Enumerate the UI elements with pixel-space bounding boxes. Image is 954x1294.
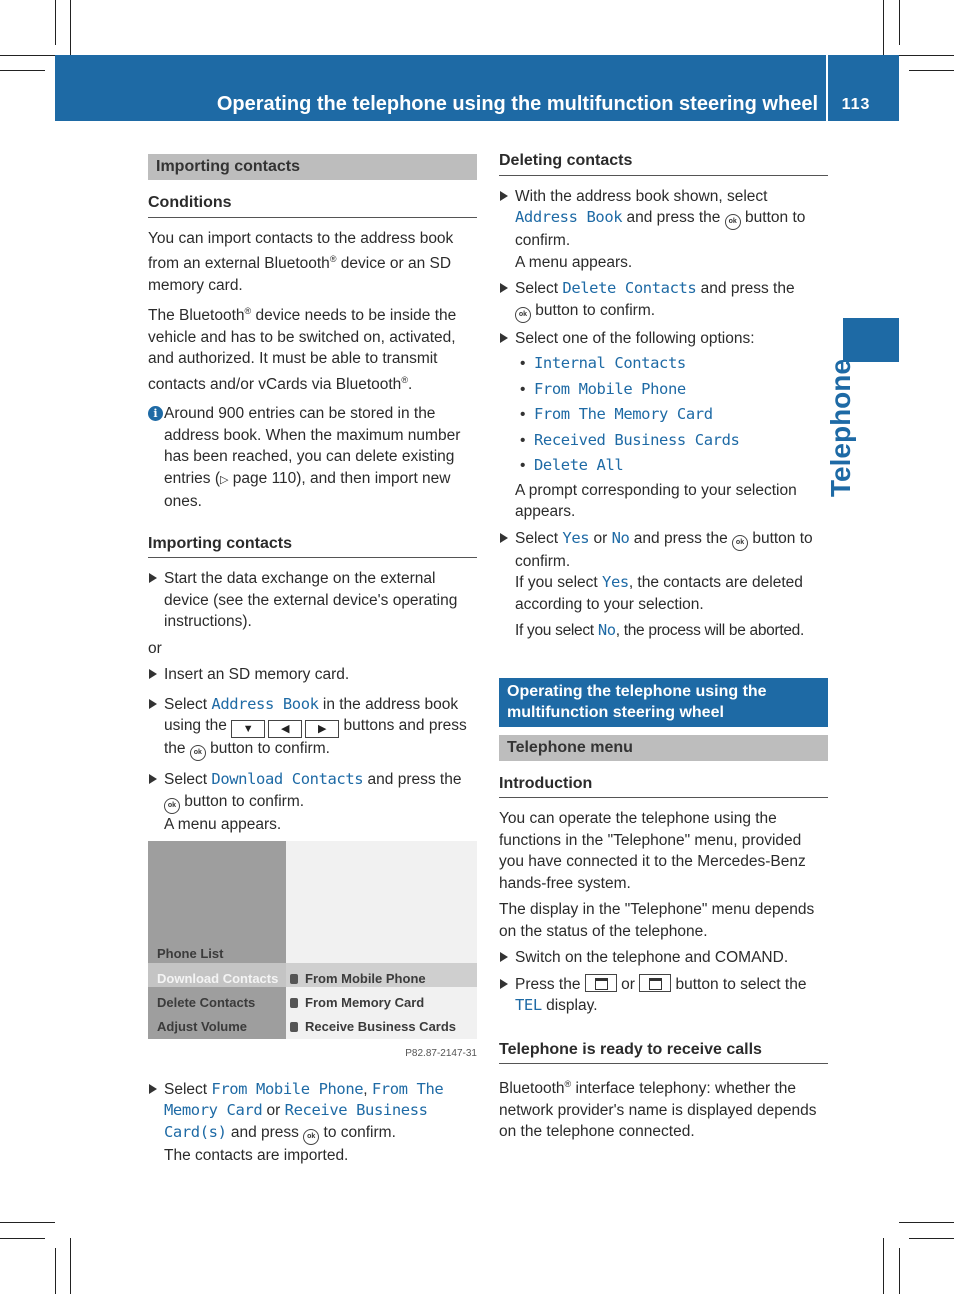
ok-button-icon: ok: [515, 307, 531, 323]
text: in the address book using the: [164, 695, 459, 735]
text: Switch on the telephone and COMAND.: [515, 949, 789, 966]
text: Select: [164, 1080, 212, 1098]
text: The contacts are imported.: [164, 1146, 349, 1164]
text-line: [515, 620, 828, 642]
text: and press: [226, 1123, 304, 1141]
left-button-icon: ◀: [268, 720, 302, 738]
step: [499, 328, 828, 523]
ui-term: Yes: [562, 528, 590, 547]
step-arrow-icon: [500, 283, 508, 293]
submenu-item: [290, 992, 424, 1014]
right-button-icon: ▶: [305, 720, 339, 738]
step: [499, 186, 828, 274]
text: or: [262, 1102, 285, 1120]
text: button to confirm.: [515, 209, 806, 249]
text: Press the: [515, 975, 585, 993]
step: [499, 278, 828, 323]
page-header-title: Operating the telephone using the multifunction steering wheel: [216, 93, 818, 115]
ui-term: Address Book: [211, 694, 319, 713]
ok-button-icon: ok: [725, 214, 741, 230]
step: [148, 1079, 477, 1167]
step: [148, 769, 477, 835]
info-icon: i: [148, 406, 163, 421]
ui-term: From The Memory Card: [164, 1079, 444, 1120]
ui-term: From Mobile Phone: [534, 379, 686, 398]
text: The Bluetooth: [148, 307, 245, 325]
option-item: [515, 430, 828, 452]
crop-mark: [0, 55, 55, 56]
ui-term: Received Business Cards: [534, 430, 740, 449]
text: Select one of the following options:: [515, 329, 755, 347]
text: and press the: [629, 529, 733, 547]
text: , the contacts are deleted according to your selection.: [515, 574, 803, 613]
text: device needs to be inside the vehicle and has to be switched on, activated, and authorized. It must be able to transmit contacts and/or vCards via Bluetooth: [148, 307, 457, 393]
step-arrow-icon: [500, 333, 508, 343]
ok-button-icon: ok: [732, 535, 748, 551]
ui-term: Receive Business Card(s): [164, 1101, 428, 1141]
ok-button-icon: ok: [164, 798, 180, 814]
text: Insert an SD memory card.: [164, 666, 350, 684]
crop-mark: [909, 1238, 954, 1239]
paragraph: [148, 228, 477, 297]
step-arrow-icon: [500, 533, 508, 543]
text: button to select the: [671, 975, 807, 993]
menu-item: Delete Contacts: [157, 995, 256, 1011]
step-arrow-icon: [149, 573, 157, 583]
ui-term: Address Book: [515, 208, 623, 226]
page-number: 113: [841, 96, 871, 113]
ui-term: From Mobile Phone: [211, 1079, 364, 1098]
paragraph: [499, 1074, 828, 1143]
left-column: [148, 154, 477, 1171]
text: button to confirm.: [205, 740, 330, 758]
step-arrow-icon: [149, 699, 157, 709]
text: From Mobile Phone: [305, 971, 426, 987]
ui-term: Internal Contacts: [534, 354, 686, 372]
text: device or an SD memory card.: [148, 255, 452, 294]
text: , the process will be aborted.: [615, 622, 805, 639]
paragraph: The display in the "Telephone" menu depends on the status of the telephone.: [499, 901, 815, 940]
registered-mark: ®: [329, 254, 337, 264]
business-card-icon: [290, 1022, 298, 1032]
option-item: [515, 455, 828, 477]
section-title-operating: Operating the telephone using the multifunction steering wheel: [499, 678, 828, 727]
step-arrow-icon: [500, 979, 508, 989]
text: interface telephony: whether the network provider's name is displayed depends on the telephone connected.: [499, 1080, 817, 1141]
heading-conditions: Conditions: [148, 192, 477, 218]
section-title-importing: Importing contacts: [148, 154, 477, 180]
figure-reference: P82.87-2147-31: [405, 1048, 477, 1060]
text: Around 900 entries can be stored in the address book. When the maximum number has been reached, you can delete existing entries (: [164, 405, 461, 487]
ui-term: Download Contacts: [211, 770, 364, 789]
side-tab-marker: [843, 318, 899, 362]
phone-end-button-icon: [639, 974, 671, 992]
phone-icon: [290, 974, 298, 984]
crop-mark: [55, 1248, 56, 1294]
crop-mark: [0, 1238, 45, 1239]
text: or: [616, 975, 640, 993]
ok-button-icon: ok: [190, 745, 206, 761]
text: Receive Business Cards: [305, 1019, 457, 1035]
right-column: [499, 150, 828, 1148]
option-item: [515, 353, 828, 375]
submenu-item: [290, 1016, 456, 1038]
step: [499, 528, 828, 642]
text: With the address book shown, select: [515, 187, 768, 205]
step-arrow-icon: [149, 669, 157, 679]
text: Select: [515, 280, 563, 297]
display-screenshot: [148, 841, 477, 1039]
page-ref-arrow-icon: ▷: [220, 473, 229, 486]
heading-introduction: Introduction: [499, 773, 828, 799]
text: A prompt corresponding to your selection appears.: [515, 481, 797, 520]
heading-ready-to-receive: Telephone is ready to receive calls: [499, 1039, 828, 1065]
menu-item: Adjust Volume: [157, 1019, 248, 1035]
text: page 110), and then import new ones.: [164, 469, 451, 511]
crop-mark: [0, 1222, 55, 1223]
crop-mark: [899, 1248, 900, 1294]
info-note: [148, 403, 477, 513]
text: buttons and press the: [164, 717, 467, 758]
crop-mark: [899, 1222, 954, 1223]
option-item: [515, 404, 828, 426]
or-text: or: [148, 639, 162, 657]
step: [148, 694, 477, 762]
ok-button-icon: ok: [303, 1129, 319, 1145]
step-arrow-icon: [149, 774, 157, 784]
crop-mark: [0, 70, 45, 71]
ui-term: No: [611, 528, 630, 547]
paragraph: You can operate the telephone using the functions in the "Telephone" menu, provided you have connected it to the Mercedes-Benz hands-free system.: [499, 810, 806, 892]
menu-item: Phone List: [157, 946, 224, 962]
text: A menu appears.: [164, 815, 282, 833]
text: Start the data exchange on the external device (see the external device's operating instructions).: [164, 570, 458, 631]
step-arrow-icon: [500, 191, 508, 201]
step-arrow-icon: [500, 952, 508, 962]
menu-item-selected: Download Contacts: [157, 971, 279, 987]
option-item: [515, 379, 828, 401]
text: and press the: [363, 771, 462, 789]
phone-accept-button-icon: [585, 974, 617, 992]
crop-mark: [55, 0, 56, 45]
submenu-item: [290, 968, 426, 990]
text: You can import contacts to the address book from an external Bluetooth: [148, 229, 454, 273]
subsection-title-telephone-menu: Telephone menu: [499, 735, 828, 761]
ui-term: From The Memory Card: [534, 405, 713, 423]
text: to confirm.: [319, 1123, 396, 1141]
text: Select: [164, 771, 212, 789]
text: button to confirm.: [180, 792, 305, 810]
step: [148, 568, 477, 633]
ui-term: Delete Contacts: [562, 279, 697, 297]
text: A menu appears.: [515, 253, 633, 271]
text: and press the: [622, 209, 725, 226]
text: If you select: [515, 574, 603, 591]
step: [499, 974, 828, 1017]
paragraph: [148, 301, 477, 395]
text: Select: [515, 529, 563, 547]
text: Select: [164, 695, 212, 713]
ui-term: No: [597, 621, 616, 639]
step-arrow-icon: [149, 1084, 157, 1094]
crop-mark: [883, 0, 884, 55]
crop-mark: [70, 1238, 71, 1294]
heading-importing-contacts: Importing contacts: [148, 533, 477, 559]
text: display.: [541, 997, 598, 1014]
crop-mark: [909, 70, 954, 71]
down-button-icon: ▼: [231, 720, 265, 738]
text: button to confirm.: [531, 301, 656, 319]
text: and press the: [696, 280, 795, 297]
crop-mark: [883, 1238, 884, 1294]
ui-term: Yes: [602, 573, 629, 591]
crop-mark: [899, 0, 900, 45]
ui-term: TEL: [515, 996, 542, 1014]
registered-mark: ®: [244, 306, 252, 317]
text: .: [407, 375, 413, 393]
step: [148, 664, 477, 686]
crop-mark: [899, 55, 954, 56]
text: ,: [363, 1080, 372, 1098]
memory-card-icon: [290, 998, 298, 1008]
ui-term: Delete All: [534, 456, 624, 474]
registered-mark: ®: [401, 374, 408, 385]
text: Bluetooth: [499, 1080, 565, 1098]
side-tab-label: Telephone: [825, 359, 856, 497]
crop-mark: [70, 0, 71, 55]
text: If you select: [515, 622, 598, 639]
registered-mark: ®: [564, 1079, 572, 1089]
heading-deleting-contacts: Deleting contacts: [499, 150, 828, 176]
text: button to confirm.: [515, 529, 813, 570]
step: [499, 947, 828, 969]
text: From Memory Card: [305, 995, 425, 1011]
text: or: [589, 529, 612, 547]
